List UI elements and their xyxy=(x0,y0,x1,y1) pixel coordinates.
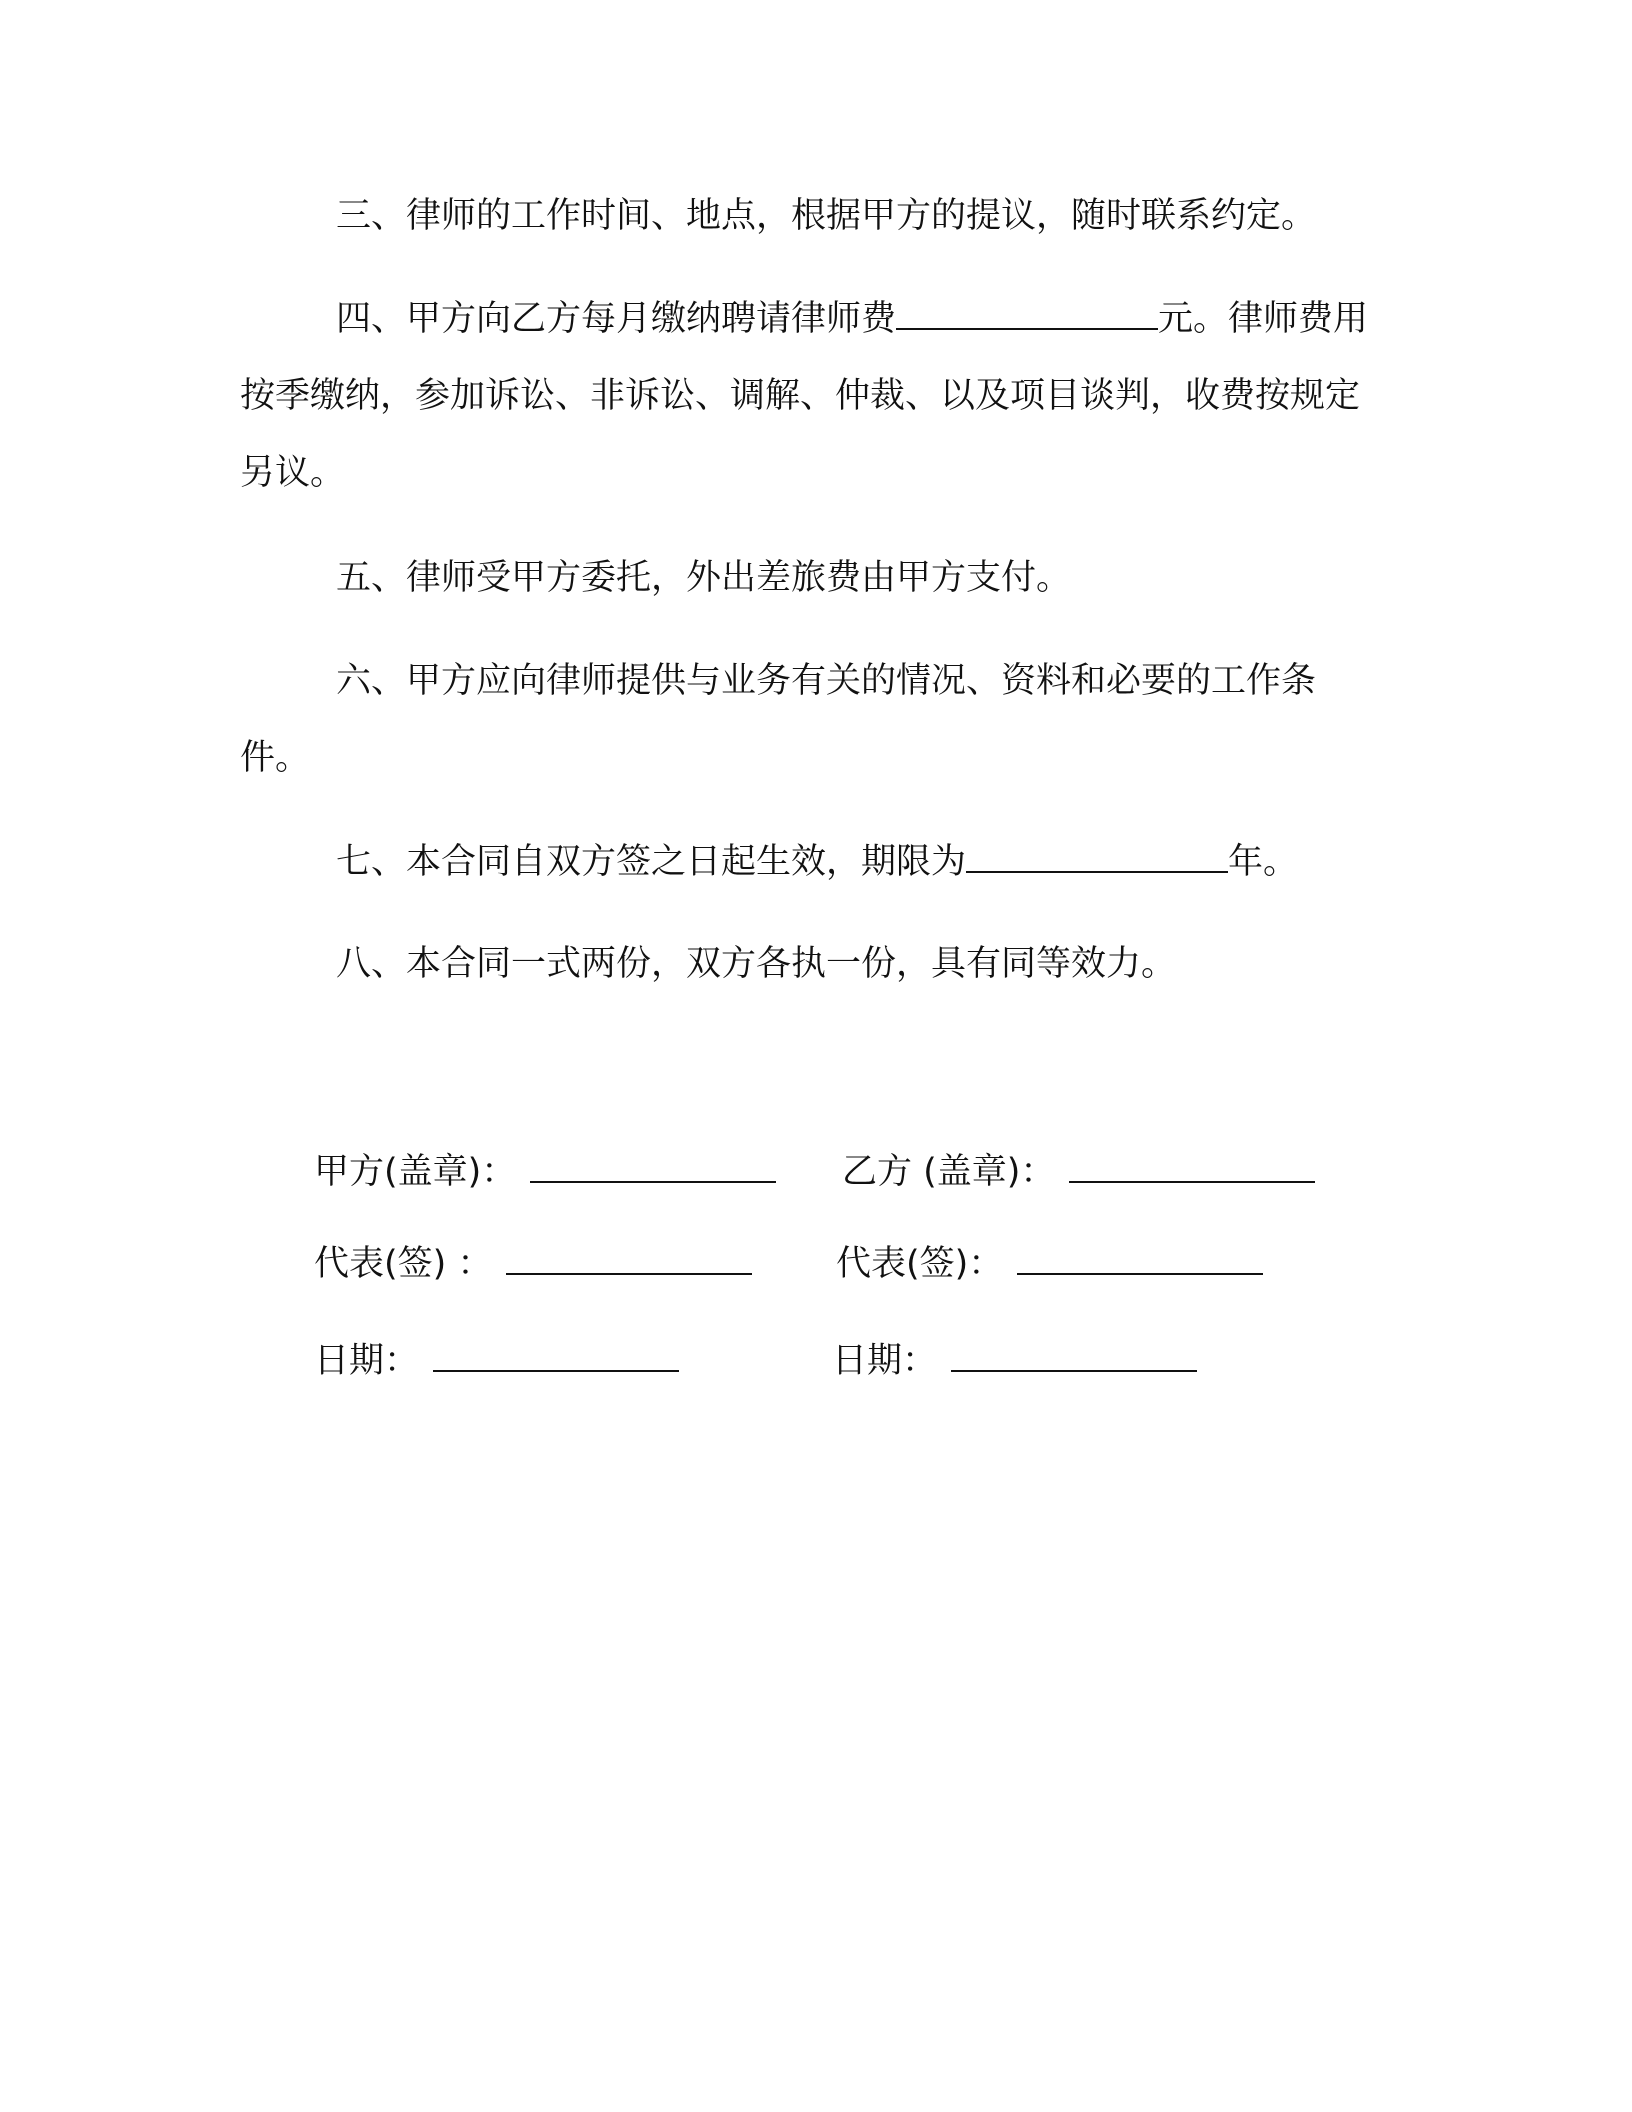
party-a-seal-line[interactable] xyxy=(530,1151,776,1183)
party-a-seal-row xyxy=(314,1148,776,1196)
party-b-seal-line[interactable] xyxy=(1069,1151,1315,1183)
date-a-row xyxy=(314,1337,679,1385)
party-b-seal-row xyxy=(842,1148,1315,1196)
date-b-line[interactable] xyxy=(951,1340,1197,1372)
clause-8-text: 八、本合同一式两份，双方各执一份，具有同等效力。 xyxy=(336,944,1177,984)
clause-7-text-end: 年。 xyxy=(1228,842,1299,882)
clause-4-text-end: 元。律师费用按季缴纳，参加诉讼、非诉讼、调解、仲裁、以及项目谈判，收费按规定另议。 xyxy=(240,299,1369,493)
rep-b-line[interactable] xyxy=(1017,1243,1263,1275)
clause-4-text-start: 四、甲方向乙方每月缴纳聘请律师费 xyxy=(336,299,897,339)
date-b-row xyxy=(832,1337,1197,1385)
date-b-label: 日期： xyxy=(832,1341,938,1381)
clause-7 xyxy=(240,824,1370,901)
clause-4 xyxy=(240,281,1370,512)
term-blank-line[interactable] xyxy=(966,841,1228,873)
clause-6-text: 六、甲方应向律师提供与业务有关的情况、资料和必要的工作条件。 xyxy=(240,661,1317,778)
clause-7-text-start: 七、本合同自双方签之日起生效，期限为 xyxy=(336,842,967,882)
rep-b-row xyxy=(836,1240,1263,1288)
fee-blank-line[interactable] xyxy=(896,298,1158,330)
rep-a-label: 代表(签) ： xyxy=(314,1244,493,1284)
clause-8 xyxy=(240,926,1370,1003)
clause-3-text: 三、律师的工作时间、地点，根据甲方的提议，随时联系约定。 xyxy=(336,196,1317,236)
date-a-label: 日期： xyxy=(314,1341,420,1381)
clause-6 xyxy=(240,643,1370,797)
rep-a-row xyxy=(314,1240,752,1288)
rep-a-line[interactable] xyxy=(506,1243,752,1275)
clause-3 xyxy=(240,178,1370,255)
rep-b-label: 代表(签)： xyxy=(836,1244,1004,1284)
date-a-line[interactable] xyxy=(433,1340,679,1372)
party-a-seal-label: 甲方(盖章)： xyxy=(314,1152,517,1192)
clause-5-text: 五、律师受甲方委托，外出差旅费由甲方支付。 xyxy=(336,558,1072,598)
party-b-seal-label: 乙方 (盖章)： xyxy=(842,1152,1056,1192)
clause-5 xyxy=(240,540,1370,617)
